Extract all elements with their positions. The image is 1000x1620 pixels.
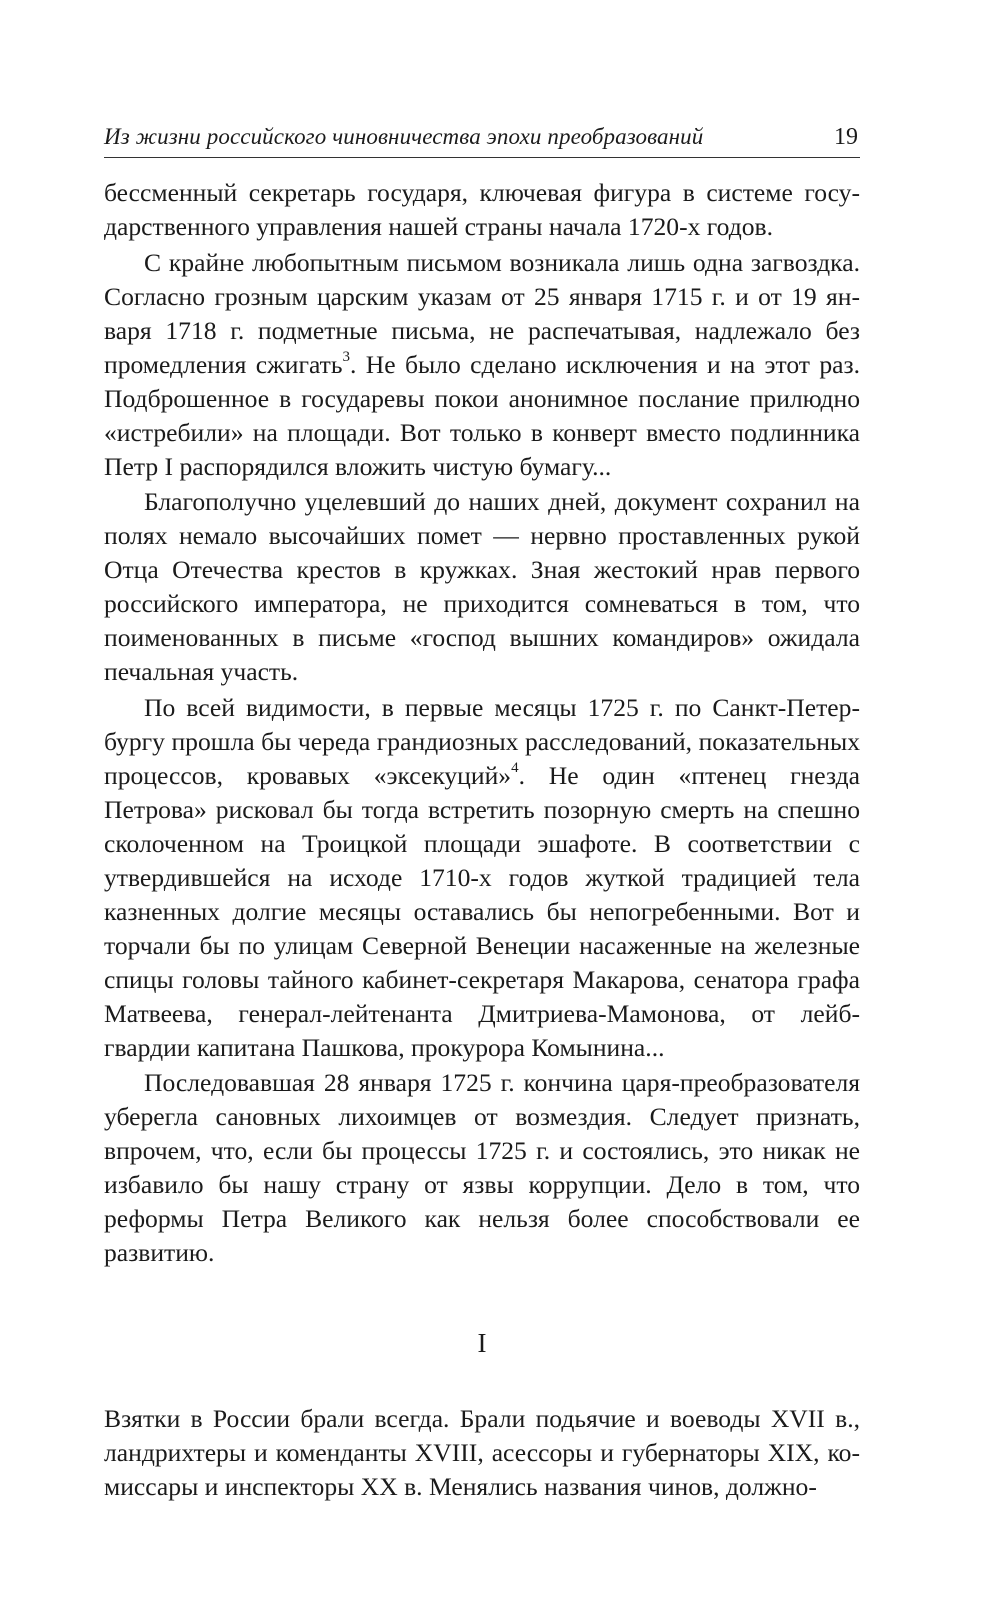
paragraph-4-part-b: . Не один «птенец гнезда Петрова» рисковал бы тогда встретить позорную смерть на спешно сколоченном на Троицкой площади эшафоте. В соответствии с утвердившейся на исходе 1710-х годов жуткой традицией тела казненных долгие месяцы оставались бы непогребенными. Вот и торчали бы по улицам Северной Венеции насаженные на железные спицы головы тайного кабинет-секретаря Макарова, сенатора графа Матвеева, генерал-лейтенанта Дмитриева-Мамонова, от лейбгвардии капитана Пашкова, прокурора Комынина... — [104, 760, 861, 1062]
paragraph-1: бессменный секретарь государя, ключевая фигура в системе государственного управления нашей страны начала 1720-х годов. — [104, 178, 860, 241]
running-header — [104, 124, 860, 158]
footnote-ref-3[interactable]: 3 — [342, 348, 350, 365]
page-number: 19 — [834, 124, 858, 150]
running-title: Из жизни российского чиновничества эпохи преобразований — [104, 124, 704, 149]
paragraph-3: Благополучно уцелевший до наших дней, документ сохранил на полях немало высочайших помет — нервно проставленных рукой Отца Отечества крестов в кружках. Зная жестокий нрав первого российского императора, не приходится сомневаться в том, что поименованных в письме «господ вышних командиров» ожидала печальная участь. — [104, 487, 860, 686]
paragraph-6: Взятки в России брали всегда. Брали подьячие и воеводы XVII в., ландрихтеры и коменданты XVIII, асессоры и губернаторы XIX, комиссары и инспекторы XX в. Менялись названия чинов, должно- — [104, 1404, 860, 1501]
paragraph-2-part-b: . Не было сделано исключения и на этот раз. Подброшенное в государевы покои анонимное послание прилюдно «истребили» на площади. Вот только в конверт вместо подлинника Петр I распорядился вложить чистую бумагу... — [104, 349, 861, 481]
paragraph-4 — [104, 691, 860, 1065]
footnote-ref-4[interactable]: 4 — [511, 759, 519, 776]
paragraph-2-part-a: С крайне любопытным письмом возникала лишь одна загвоздка. Согласно грозным царским указам от 25 января 1715 г. и от 19 января 1718 г. подметные письма, не распечатывая, надлежало без промедления сжигать — [104, 247, 860, 379]
paragraph-2 — [104, 246, 860, 484]
paragraph-4-part-a: По всей видимости, в первые месяцы 1725 г. по Санкт-Петербургу прошла бы череда грандиозных расследований, показательных процессов, кровавых «эксекуций» — [104, 692, 860, 790]
body-text — [104, 176, 860, 1504]
book-page — [104, 124, 860, 1506]
paragraph-5: Последовавшая 28 января 1725 г. кончина царя-преобразователя уберегла сановных лихоимцев от возмездия. Следует признать, впрочем, что, если бы процессы 1725 г. и состоялись, это никак не избавило бы нашу страну от язвы коррупции. Дело в том, что реформы Петра Великого как нельзя более способствовали ее развитию. — [104, 1068, 860, 1267]
section-heading: I — [477, 1328, 487, 1358]
